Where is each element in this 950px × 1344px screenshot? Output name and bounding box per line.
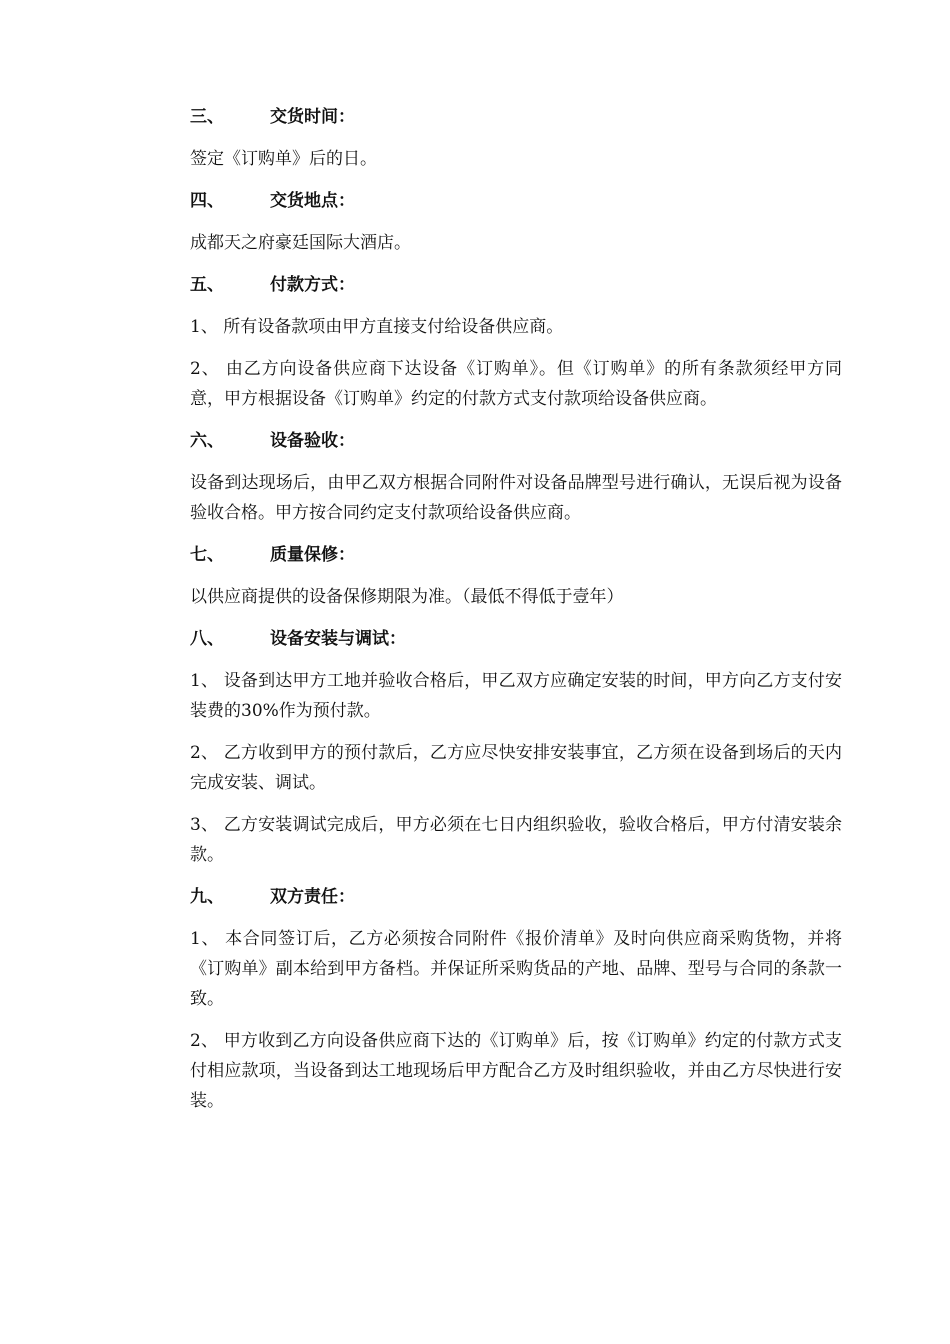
paragraph: 签定《订购单》后的日。 — [190, 149, 377, 169]
section-title: 质量保修： — [270, 545, 355, 565]
section-number: 八、 — [190, 629, 224, 649]
paragraph: 设备到达现场后，由甲乙双方根据合同附件对设备品牌型号进行确认，无误后视为设备验收合格。甲方按合同约定支付款项给设备供应商。 — [190, 473, 842, 523]
clause-paragraph: 1、 本合同签订后，乙方必须按合同附件《报价清单》及时向供应商采购货物，并将《订购单》副本给到甲方备档。并保证所采购货品的产地、品牌、型号与合同的条款一致。 — [190, 929, 842, 1009]
section-title: 付款方式： — [270, 275, 355, 295]
section-heading-3 — [190, 102, 842, 132]
section-number: 四、 — [190, 191, 224, 211]
section-heading-7 — [190, 540, 842, 570]
section-number: 六、 — [190, 431, 224, 451]
section-heading-6 — [190, 426, 842, 456]
section-number: 五、 — [190, 275, 224, 295]
clause-paragraph: 2、 乙方收到甲方的预付款后，乙方应尽快安排安装事宜，乙方须在设备到场后的天内完成安装、调试。 — [190, 743, 842, 793]
clause-paragraph: 2、 甲方收到乙方向设备供应商下达的《订购单》后，按《订购单》约定的付款方式支付相应款项，当设备到达工地现场后甲方配合乙方及时组织验收，并由乙方尽快进行安装。 — [190, 1031, 842, 1111]
clause-paragraph: 2、 由乙方向设备供应商下达设备《订购单》。但《订购单》的所有条款须经甲方同意，甲方根据设备《订购单》约定的付款方式支付款项给设备供应商。 — [190, 359, 842, 409]
paragraph: 成都天之府豪廷国际大酒店。 — [190, 233, 411, 253]
section-number: 七、 — [190, 545, 224, 565]
clause-paragraph: 3、 乙方安装调试完成后，甲方必须在七日内组织验收，验收合格后，甲方付清安装余款。 — [190, 815, 842, 865]
contract-page — [190, 102, 842, 1128]
section-number: 三、 — [190, 107, 224, 127]
section-heading-5 — [190, 270, 842, 300]
section-title: 交货时间： — [270, 107, 355, 127]
section-title: 设备安装与调试： — [270, 629, 406, 649]
section-title: 交货地点： — [270, 191, 355, 211]
section-title: 设备验收： — [270, 431, 355, 451]
section-heading-9 — [190, 882, 842, 912]
clause-paragraph: 1、 设备到达甲方工地并验收合格后，甲乙双方应确定安装的时间，甲方向乙方支付安装费的30%作为预付款。 — [190, 671, 842, 721]
clause-paragraph: 1、 所有设备款项由甲方直接支付给设备供应商。 — [190, 317, 564, 337]
section-number: 九、 — [190, 887, 224, 907]
section-heading-4 — [190, 186, 842, 216]
section-heading-8 — [190, 624, 842, 654]
section-title: 双方责任： — [270, 887, 355, 907]
paragraph: 以供应商提供的设备保修期限为准。（最低不得低于壹年） — [190, 587, 624, 607]
